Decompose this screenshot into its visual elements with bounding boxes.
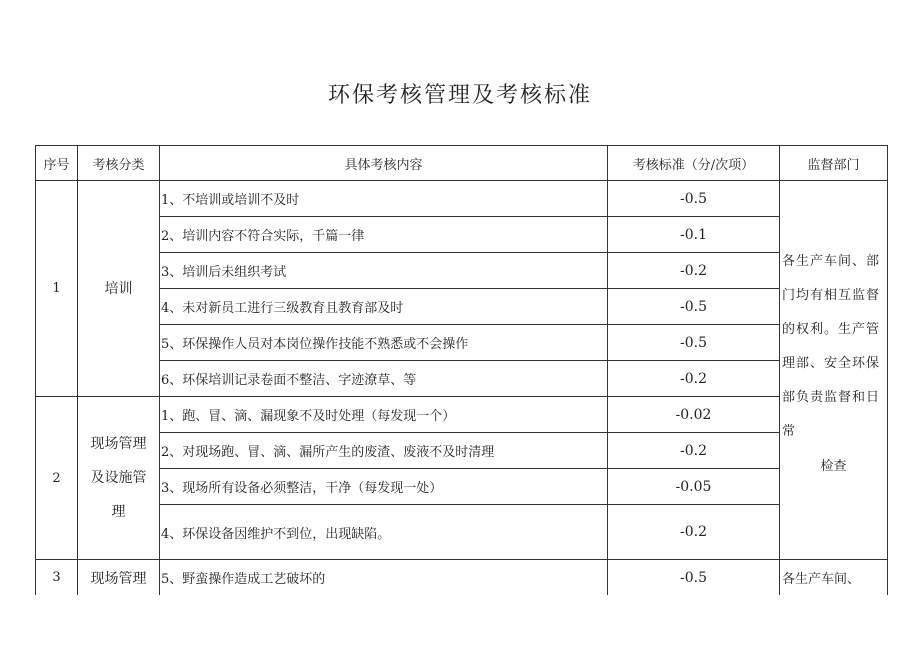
content-cell: 3、培训后未组织考试 bbox=[160, 253, 608, 289]
score-cell: -0.5 bbox=[608, 325, 780, 361]
dept-check-text: 检查 bbox=[820, 459, 847, 474]
header-content: 具体考核内容 bbox=[160, 146, 608, 181]
table-row bbox=[36, 217, 888, 253]
table-row bbox=[36, 397, 888, 433]
content-cell: 4、未对新员工进行三级教育且教育部及时 bbox=[160, 289, 608, 325]
content-cell: 2、培训内容不符合实际，千篇一律 bbox=[160, 217, 608, 253]
content-cell: 5、环保操作人员对本岗位操作技能不熟悉或不会操作 bbox=[160, 325, 608, 361]
score-cell: -0.2 bbox=[608, 253, 780, 289]
document-title: 环保考核管理及考核标准 bbox=[327, 83, 592, 108]
score-cell: -0.2 bbox=[608, 505, 780, 560]
dept-cell-partial: 各生产车间、 bbox=[780, 560, 888, 596]
content-cell: 3、现场所有设备必须整洁，干净（每发现一处） bbox=[160, 469, 608, 505]
score-cell: -0.2 bbox=[608, 361, 780, 397]
row-number: 1 bbox=[36, 181, 78, 397]
content-cell: 4、环保设备因维护不到位，出现缺陷。 bbox=[160, 505, 608, 560]
table-row bbox=[36, 433, 888, 469]
score-cell: -0.1 bbox=[608, 217, 780, 253]
assessment-table bbox=[35, 145, 888, 595]
header-no: 序号 bbox=[36, 146, 78, 181]
content-cell: 2、对现场跑、冒、滴、漏所产生的废渣、废液不及时清理 bbox=[160, 433, 608, 469]
header-category: 考核分类 bbox=[78, 146, 160, 181]
score-cell: -0.2 bbox=[608, 433, 780, 469]
header-dept: 监督部门 bbox=[780, 146, 888, 181]
header-standard: 考核标准（分/次项） bbox=[608, 146, 780, 181]
dept-text: 各生产车间、部门均有相互监督的权利。生产管理部、安全环保部负责监督和日常 bbox=[782, 254, 881, 439]
table-row bbox=[36, 325, 888, 361]
category-cell: 现场管理及设施管理 bbox=[78, 397, 160, 560]
score-cell: -0.5 bbox=[608, 289, 780, 325]
content-cell: 6、环保培训记录卷面不整洁、字迹潦草、等 bbox=[160, 361, 608, 397]
page-bottom-margin bbox=[0, 596, 920, 656]
table-row bbox=[36, 181, 888, 217]
table-row bbox=[36, 560, 888, 596]
dept-cell bbox=[780, 181, 888, 560]
table-row bbox=[36, 289, 888, 325]
row-number: 2 bbox=[36, 397, 78, 560]
score-cell: -0.5 bbox=[608, 181, 780, 217]
content-cell: 1、不培训或培训不及时 bbox=[160, 181, 608, 217]
table-row bbox=[36, 505, 888, 560]
header-row bbox=[36, 146, 888, 181]
table-row bbox=[36, 469, 888, 505]
score-cell: -0.02 bbox=[608, 397, 780, 433]
category-cell: 培训 bbox=[78, 181, 160, 397]
content-cell: 1、跑、冒、滴、漏现象不及时处理（每发现一个） bbox=[160, 397, 608, 433]
table-row bbox=[36, 253, 888, 289]
score-cell: -0.5 bbox=[608, 560, 780, 596]
score-cell: -0.05 bbox=[608, 469, 780, 505]
row-number: 3 bbox=[36, 560, 78, 596]
category-cell: 现场管理 bbox=[78, 560, 160, 596]
content-cell: 5、野蛮操作造成工艺破坏的 bbox=[160, 560, 608, 596]
table-row bbox=[36, 361, 888, 397]
